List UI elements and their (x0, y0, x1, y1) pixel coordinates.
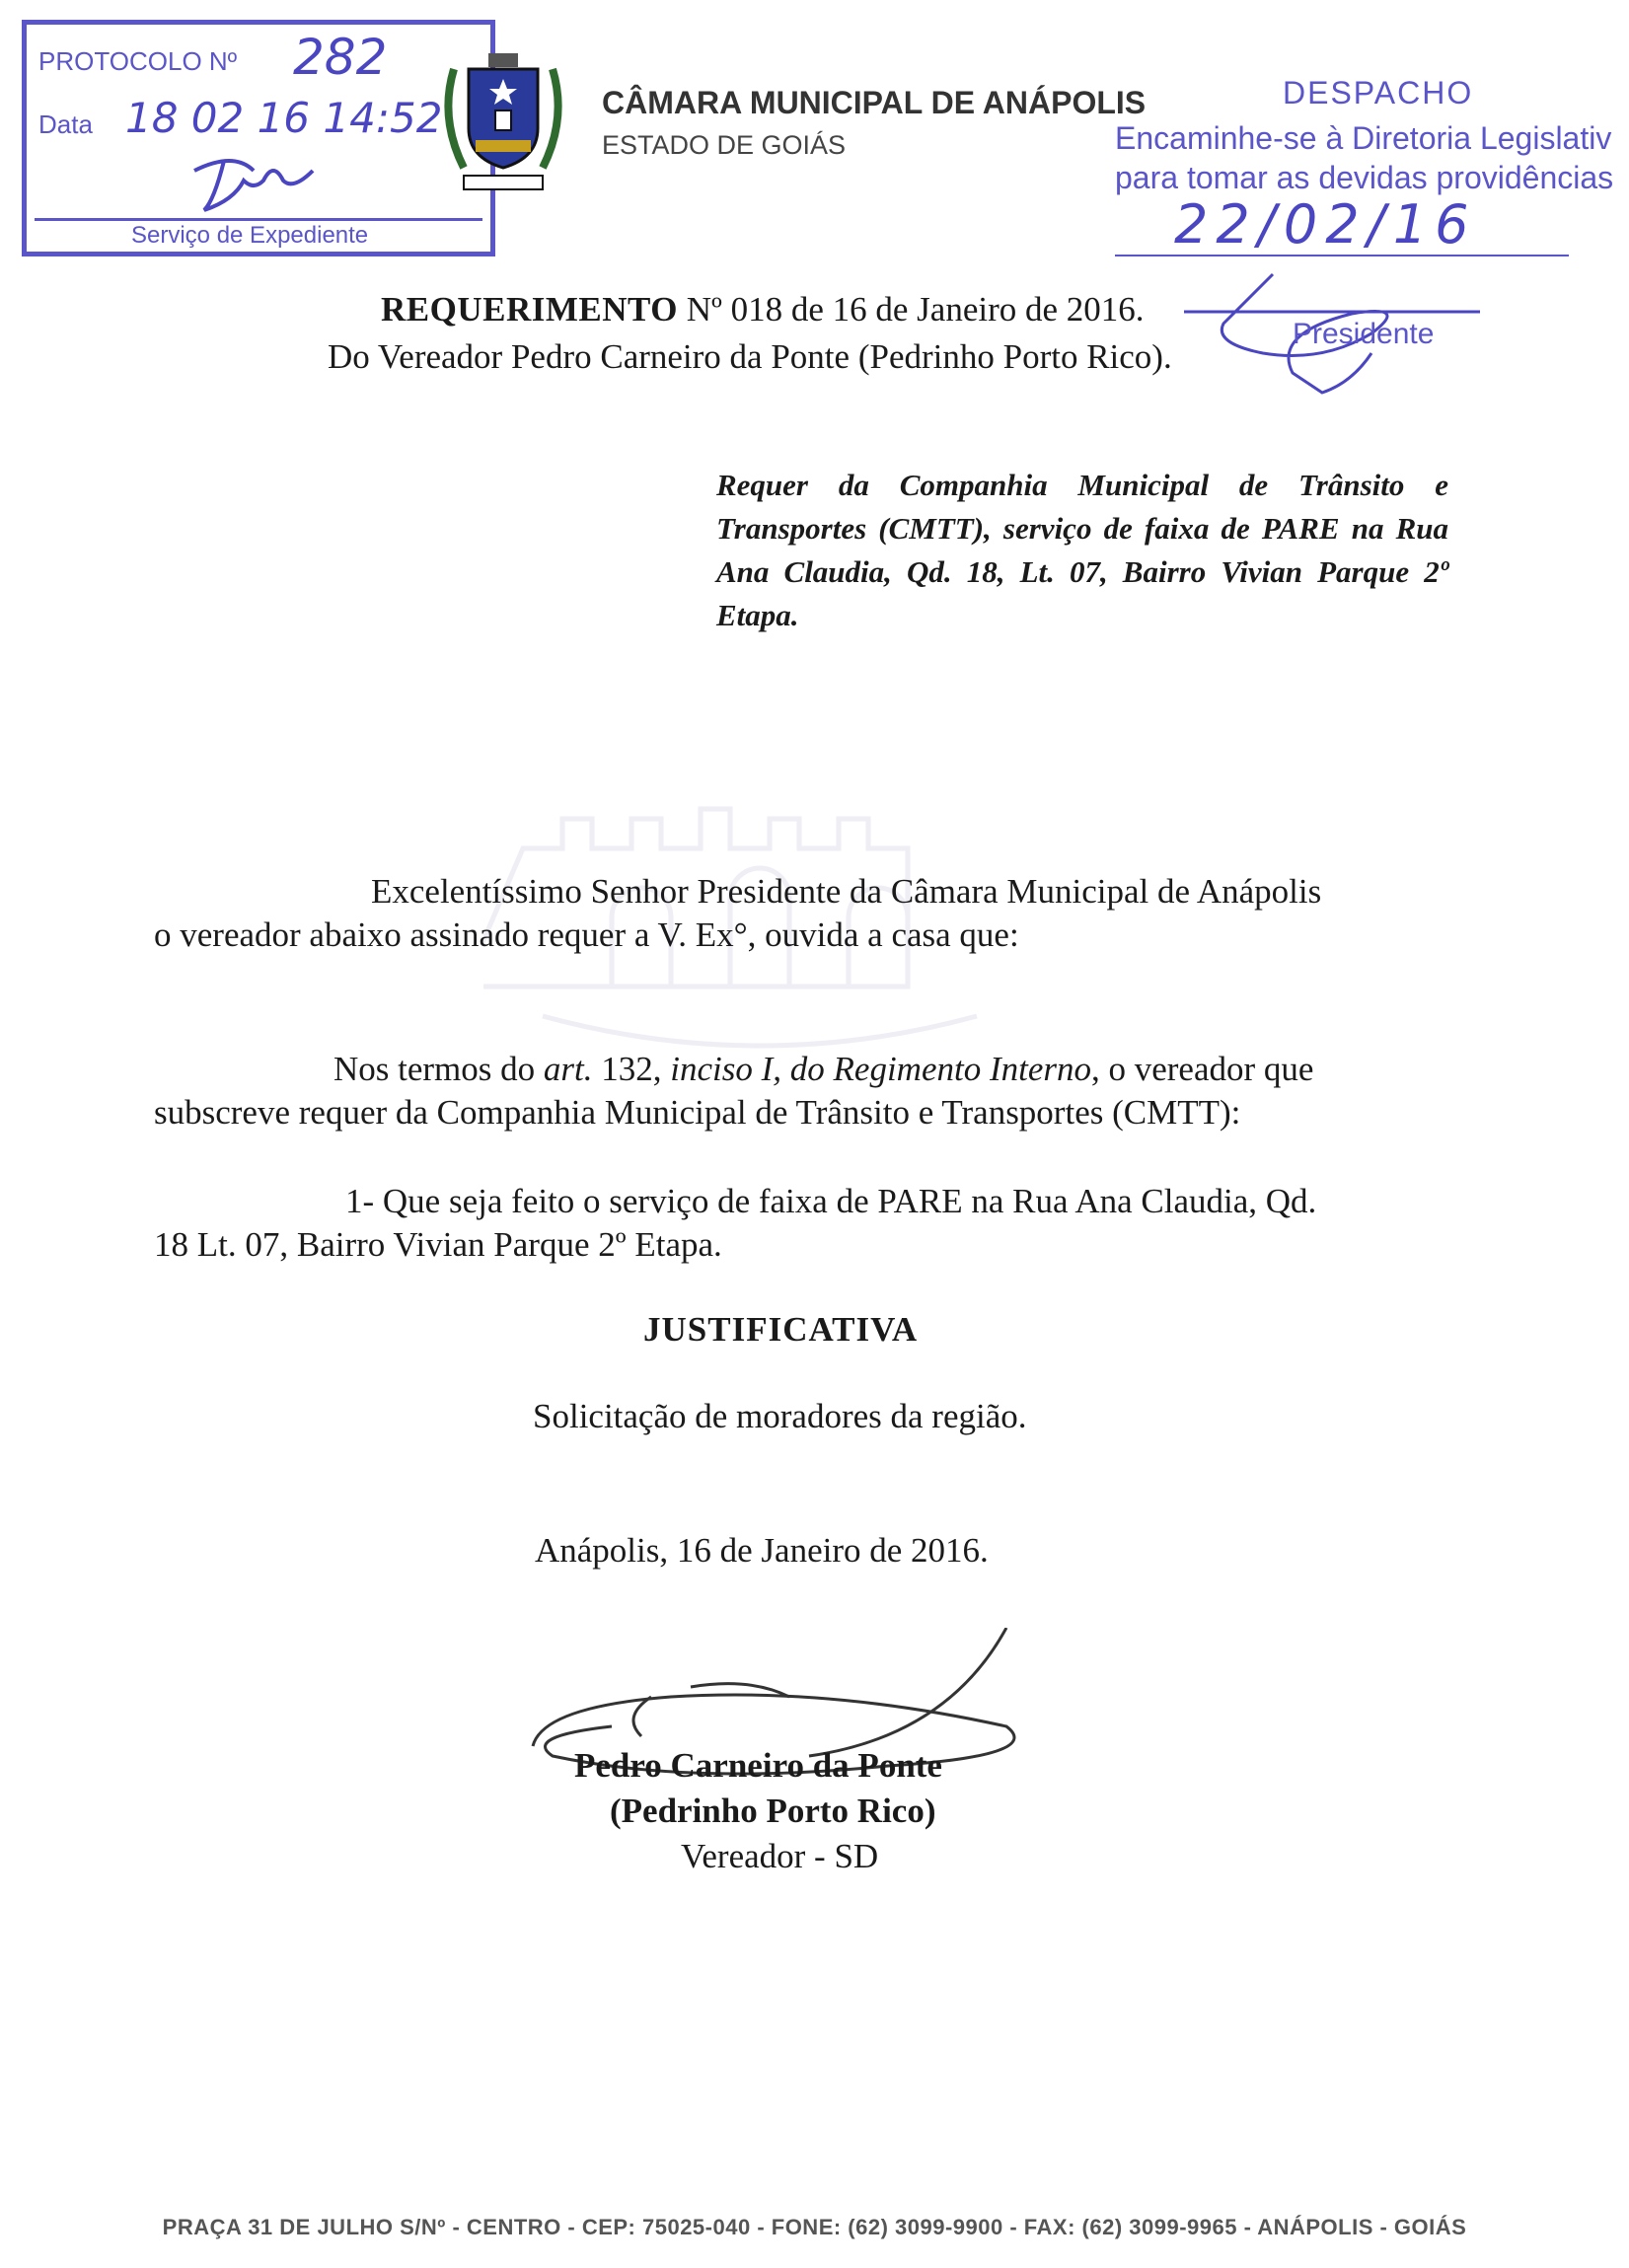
despacho-signatory: Presidente (1293, 318, 1435, 350)
signatory-role: Vereador - SD (681, 1837, 879, 1875)
despacho-divider (1115, 255, 1569, 256)
despacho-date: 22/02/16 (1174, 193, 1477, 256)
salutation-line-1: Excelentíssimo Senhor Presidente da Câmara Municipal de Anápolis (371, 872, 1322, 911)
para1-num: 132, (592, 1050, 671, 1088)
stamp-divider (35, 218, 482, 221)
salutation-line-2: o vereador abaixo assinado requer a V. Ex°, ouvida a casa que: (154, 915, 1019, 954)
protocol-initials-signature (175, 141, 372, 220)
protocol-date-time: 18 02 16 14:52 (125, 94, 443, 142)
despacho-line-2: para tomar as devidas providências (1115, 160, 1614, 195)
requerimento-label: REQUERIMENTO (381, 290, 678, 329)
header-subtitle: ESTADO DE GOIÁS (602, 130, 847, 160)
para1-start: Nos termos do (333, 1050, 544, 1088)
signatory-name: Pedro Carneiro da Ponte (574, 1746, 942, 1785)
protocol-footer: Serviço de Expediente (131, 222, 369, 249)
protocol-stamp (22, 20, 495, 256)
para1-art: art. (543, 1050, 593, 1088)
header-title: CÂMARA MUNICIPAL DE ANÁPOLIS (602, 85, 1147, 120)
para1-end: , o vereador que (1090, 1050, 1314, 1088)
place-and-date: Anápolis, 16 de Janeiro de 2016. (535, 1531, 989, 1570)
paragraph-1-line-1 (333, 1048, 1313, 1091)
footer-address: PRAÇA 31 DE JULHO S/Nº - CENTRO - CEP: 75025-040 - FONE: (62) 3099-9900 - FAX: (62) 3099-9965 - ANÁPOLIS - GOIÁS (162, 2215, 1467, 2239)
paragraph-1-line-2: subscreve requer da Companhia Municipal de Trânsito e Transportes (CMTT): (154, 1093, 1241, 1132)
signatory-nickname: (Pedrinho Porto Rico) (610, 1792, 936, 1830)
request-item-1-line-2: 18 Lt. 07, Bairro Vivian Parque 2º Etapa. (154, 1225, 722, 1264)
requerimento-summary: Requer da Companhia Municipal de Trânsito e Transportes (CMTT), serviço de faixa de PARE na Rua Ana Claudia, Qd. 18, Lt. 07, Bairro Vivian Parque 2º Etapa. (716, 468, 1448, 632)
requerimento-author: Do Vereador Pedro Carneiro da Ponte (Pedrinho Porto Rico). (328, 337, 1172, 376)
protocol-number: 282 (293, 29, 388, 86)
requerimento-number-date: Nº 018 de 16 de Janeiro de 2016. (686, 290, 1145, 329)
despacho-line-1: Encaminhe-se à Diretoria Legislativ (1115, 120, 1612, 156)
despacho-title: DESPACHO (1283, 75, 1474, 110)
coat-of-arms-icon (434, 49, 572, 197)
request-item-1-line-1: 1- Que seja feito o serviço de faixa de PARE na Rua Ana Claudia, Qd. (345, 1182, 1317, 1220)
protocol-date-label: Data (38, 110, 93, 139)
para1-inciso: inciso I, do Regimento Interno (670, 1050, 1091, 1088)
justification-heading: JUSTIFICATIVA (643, 1310, 919, 1349)
justification-text: Solicitação de moradores da região. (533, 1397, 1027, 1435)
requerimento-heading (381, 288, 1145, 331)
protocol-label: PROTOCOLO Nº (38, 46, 238, 76)
